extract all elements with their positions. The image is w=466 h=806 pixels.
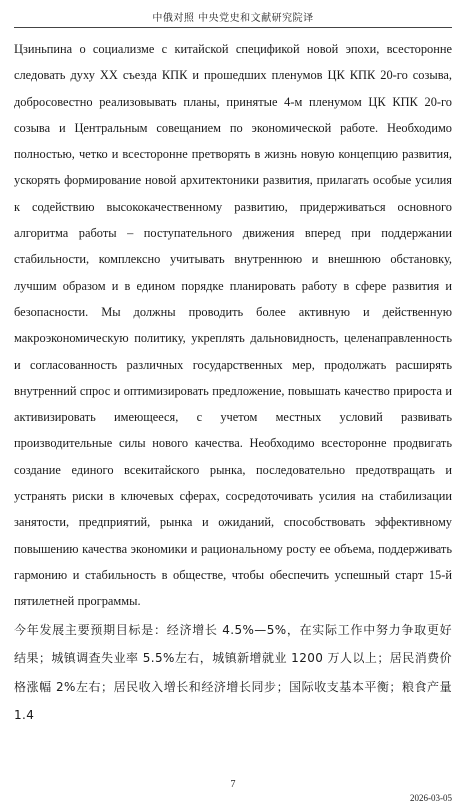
header-divider — [14, 27, 452, 28]
page-body — [14, 36, 452, 780]
chinese-paragraph: 今年发展主要预期目标是：经济增长 4.5%—5%，在实际工作中努力争取更好结果；城镇调查失业率 5.5%左右，城镇新增就业 1200 万人以上；居民消费价格涨幅 2%左右；居民收入增长和经济增长同步；国际收支基本平衡；粮食产量 1.4 — [14, 622, 452, 723]
russian-paragraph: Цзиньпина о социализме с китайской спецификой новой эпохи, всесторонне следовать духу XX съезда КПК и прошедших пленумов ЦК КПК 20-го созыва, добросовестно реализовывать планы, принятые 4-м пленумом ЦК КПК 20-го созыва и Центральным совещанием по экономической работе. Необходимо полностью, четко и всесторонне претворять в жизнь новую концепцию развития, ускорять формирование новой архитектоники развития, прилагать особые усилия к содействию высококачественному развитию, придерживаться основного алгоритма работы – поступательного движения вперед при поддержании стабильности, комплексно учитывать внутреннюю и внешнюю обстановку, лучшим образом и в едином порядке планировать работу в сфере развития и безопасности. Мы должны проводить более активную и действенную макроэкономическую политику, укреплять дальновидность, целенаправленность и согласованность различных государственных мер, продолжать расширять внутренний спрос и оптимизировать предложение, повышать качество прироста и активизировать имеющееся, с учетом местных условий развивать производительные силы нового качества. Необходимо всесторонне продвигать создание единого всекитайского рынка, последовательно предотвращать и устранять риски в ключевых сферах, сосредоточивать усилия на стабилизации занятости, предприятий, рынка и ожиданий, способствовать эффективному повышению качества экономики и рациональному росту ее объема, поддерживать гармонию и стабильность в обществе, чтобы обеспечить успешный старт 15-й пятилетней программы. — [14, 42, 452, 609]
footer-date: 2026-03-05 — [410, 793, 452, 803]
page-number: 7 — [230, 779, 236, 790]
running-header: 中俄对照 中央党史和文献研究院译 — [152, 13, 314, 24]
